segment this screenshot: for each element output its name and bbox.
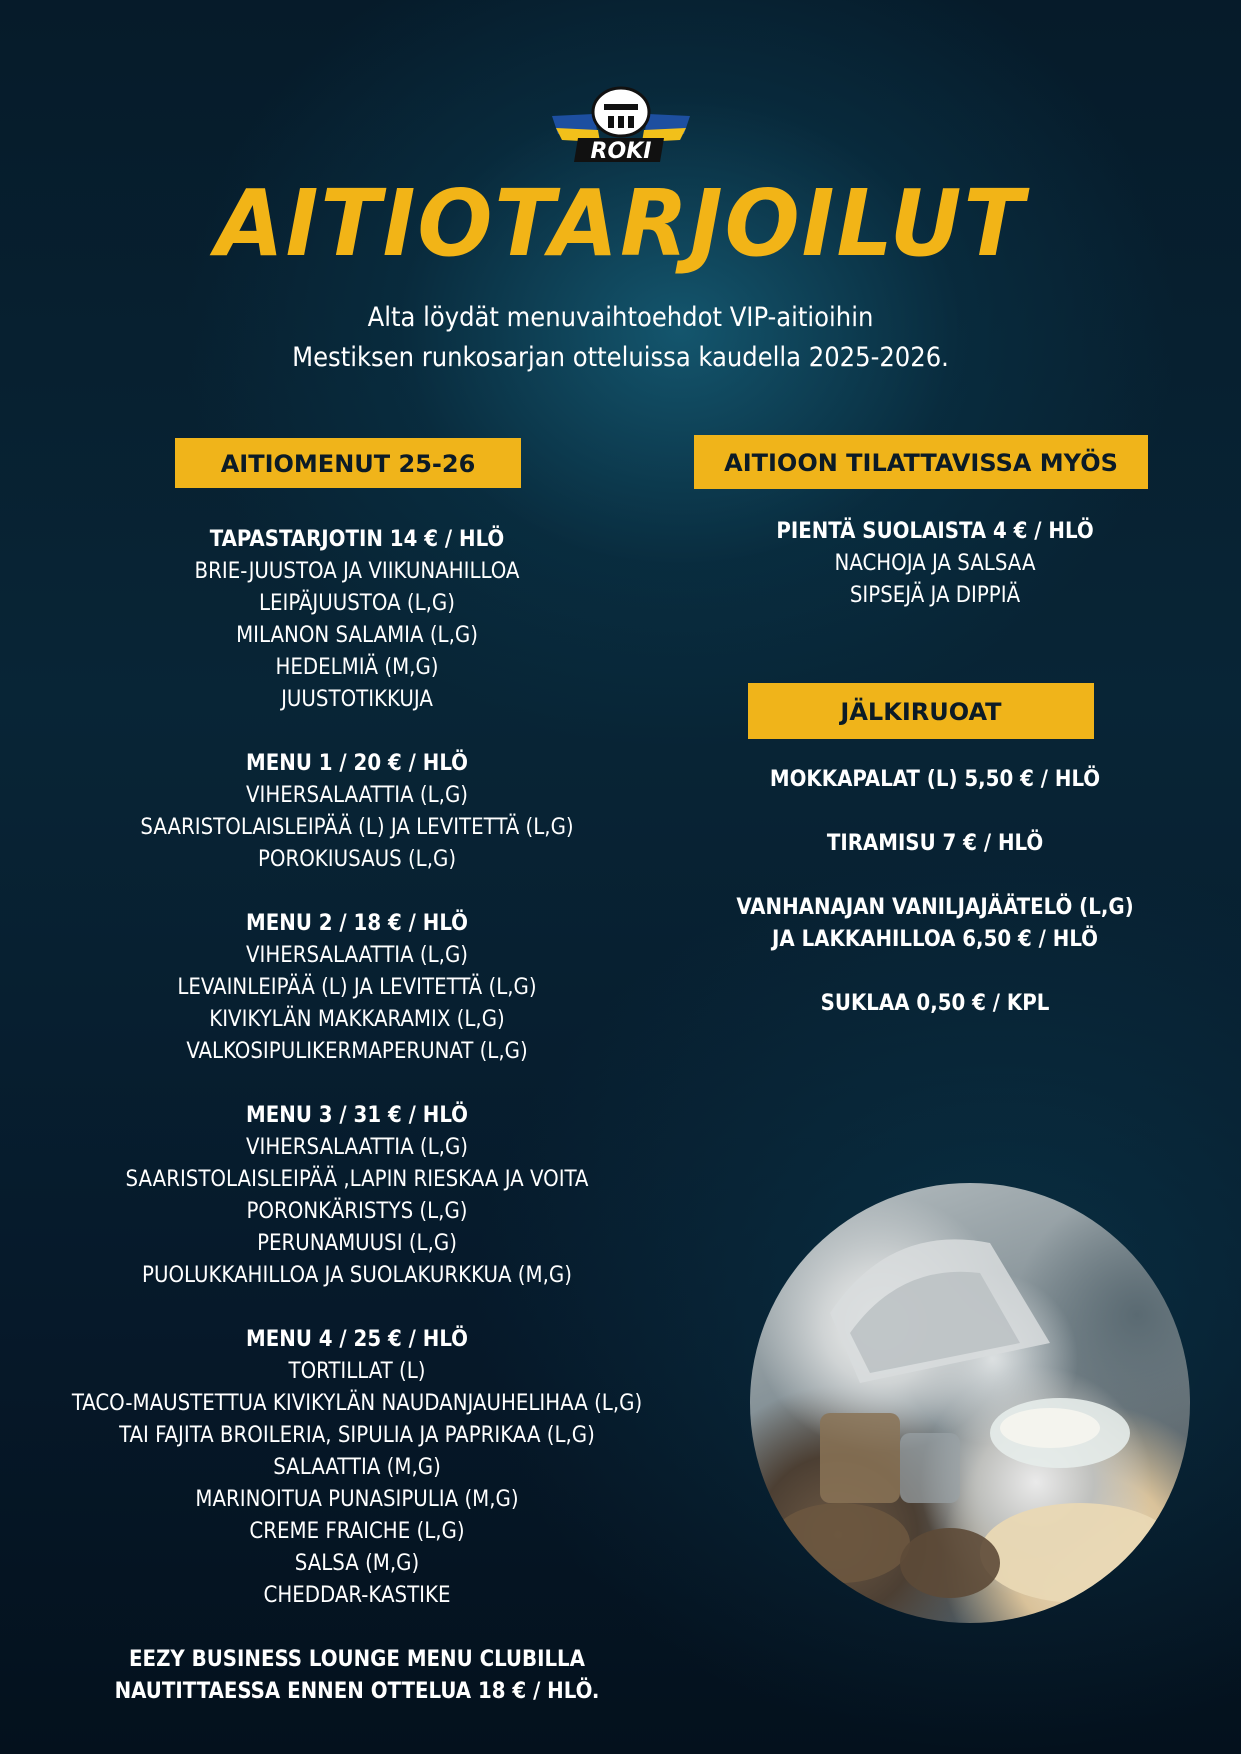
- dessert-item: TIRAMISU 7 € / HLÖ: [826, 831, 1044, 856]
- menu-item: MILANON SALAMIA (L,G): [236, 623, 478, 648]
- menu-section-3: [0, 1100, 714, 1292]
- buffet-illustration: [750, 1183, 1190, 1623]
- buffet-photo: [750, 1183, 1190, 1623]
- lounge-note-line: EEZY BUSINESS LOUNGE MENU CLUBILLA: [129, 1647, 585, 1672]
- snack-title: PIENTÄ SUOLAISTA 4 € / HLÖ: [776, 519, 1094, 544]
- menu-item: CREME FRAICHE (L,G): [249, 1519, 465, 1544]
- menu-item: TORTILLAT (L): [288, 1359, 426, 1384]
- menu-item: VIHERSALAATTIA (L,G): [245, 783, 469, 808]
- menu-section-1: [0, 748, 714, 876]
- menu-item: KIVIKYLÄN MAKKARAMIX (L,G): [209, 1007, 505, 1032]
- snack-item: NACHOJA JA SALSAA: [834, 551, 1036, 576]
- menu-item: POROKIUSAUS (L,G): [257, 847, 457, 872]
- menu-title: MENU 4 / 25 € / HLÖ: [246, 1327, 468, 1352]
- intro-line: Mestiksen runkosarjan otteluissa kaudella 2025-2026.: [292, 342, 949, 373]
- dessert-item: MOKKAPALAT (L) 5,50 € / HLÖ: [769, 767, 1101, 792]
- menu-item: TAI FAJITA BROILERIA, SIPULIA JA PAPRIKAA (L,G): [119, 1423, 595, 1448]
- menu-item: CHEDDAR-KASTIKE: [263, 1583, 451, 1608]
- menu-item: PORONKÄRISTYS (L,G): [246, 1199, 468, 1224]
- menu-item: LEVAINLEIPÄÄ (L) JA LEVITETTÄ (L,G): [177, 975, 537, 1000]
- menu-title: TAPASTARJOTIN 14 € / HLÖ: [209, 527, 505, 552]
- dessert-section: [668, 764, 1202, 1020]
- menu-item: SAARISTOLAISLEIPÄÄ (L) JA LEVITETTÄ (L,G): [140, 815, 574, 840]
- menu-item: SALAATTIA (M,G): [273, 1455, 441, 1480]
- banner-jalkiruoat: JÄLKIRUOAT: [748, 683, 1094, 739]
- lounge-note-line: NAUTITTAESSA ENNEN OTTELUA 18 € / HLÖ.: [114, 1679, 600, 1704]
- menu-title: MENU 3 / 31 € / HLÖ: [246, 1103, 468, 1128]
- dessert-item: SUKLAA 0,50 € / KPL: [820, 991, 1050, 1016]
- menu-item: PUOLUKKAHILLOA JA SUOLAKURKKUA (M,G): [142, 1263, 572, 1288]
- intro-line: Alta löydät menuvaihtoehdot VIP-aitioihin: [367, 302, 874, 333]
- menu-item: HEDELMIÄ (M,G): [275, 655, 439, 680]
- dessert-item: VANHANAJAN VANILJAJÄÄTELÖ (L,G): [736, 895, 1134, 920]
- menu-section-4: [0, 1324, 714, 1612]
- banner-aitiomenut: AITIOMENUT 25-26: [175, 438, 521, 488]
- menu-section-tapas: [0, 524, 714, 716]
- page-title: AITIOTARJOILUT: [215, 170, 1026, 277]
- menu-item: SALSA (M,G): [294, 1551, 420, 1576]
- logo-text: ROKI: [590, 139, 652, 164]
- snack-section: [668, 516, 1202, 612]
- menu-item: VIHERSALAATTIA (L,G): [245, 943, 469, 968]
- banner-tilattavissa: AITIOON TILATTAVISSA MYÖS: [694, 435, 1148, 489]
- menu-title: MENU 1 / 20 € / HLÖ: [246, 751, 468, 776]
- menu-item: TACO-MAUSTETTUA KIVIKYLÄN NAUDANJAUHELIHAA (L,G): [71, 1391, 643, 1416]
- menu-item: VIHERSALAATTIA (L,G): [245, 1135, 469, 1160]
- lounge-note: [0, 1644, 714, 1708]
- menu-item: MARINOITUA PUNASIPULIA (M,G): [195, 1487, 519, 1512]
- menu-item: BRIE-JUUSTOA JA VIIKUNAHILLOA: [194, 559, 520, 584]
- menu-title: MENU 2 / 18 € / HLÖ: [246, 911, 468, 936]
- dessert-item: JA LAKKAHILLOA 6,50 € / HLÖ: [772, 927, 1098, 952]
- menu-section-2: [0, 908, 714, 1068]
- roki-logo: [548, 86, 694, 168]
- menu-item: SAARISTOLAISLEIPÄÄ ,LAPIN RIESKAA JA VOITA: [125, 1167, 589, 1192]
- snack-item: SIPSEJÄ JA DIPPIÄ: [849, 583, 1021, 608]
- menu-column: [0, 524, 714, 1708]
- menu-item: PERUNAMUUSI (L,G): [257, 1231, 457, 1256]
- menu-item: JUUSTOTIKKUJA: [281, 687, 433, 712]
- menu-item: LEIPÄJUUSTOA (L,G): [259, 591, 455, 616]
- menu-item: VALKOSIPULIKERMAPERUNAT (L,G): [186, 1039, 528, 1064]
- intro-text: [0, 298, 1241, 378]
